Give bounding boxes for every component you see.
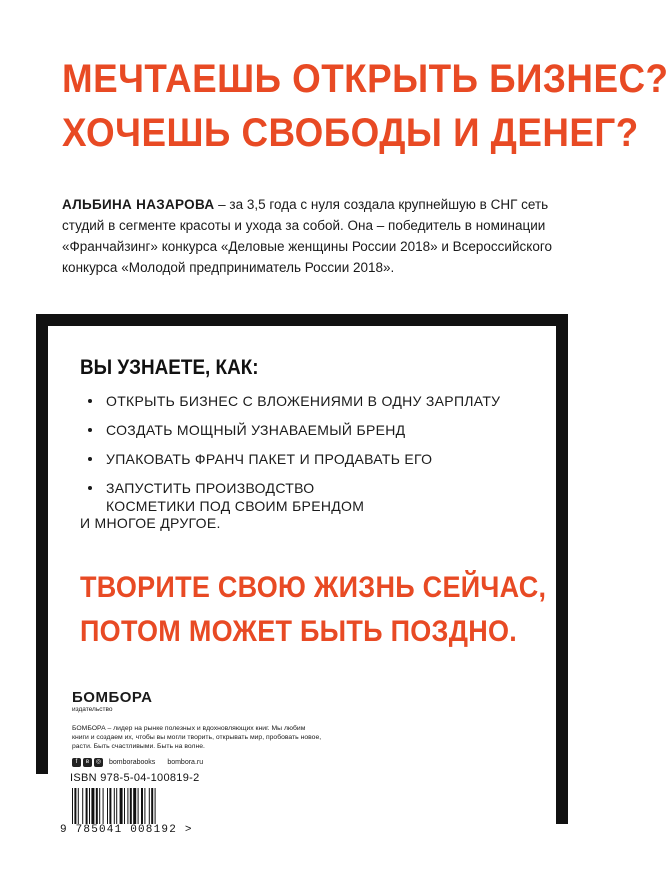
publisher-logo: БОМБОРА — [72, 689, 153, 706]
slogan-line-1: ТВОРИТЕ СВОЮ ЖИЗНЬ СЕЙЧАС, — [80, 571, 547, 604]
social-handle: bomborabooks — [109, 759, 156, 766]
website-link: bombora.ru — [167, 759, 204, 766]
author-bio — [62, 194, 557, 278]
isbn: ISBN 978-5-04-100819-2 — [70, 772, 200, 784]
list-item: СОЗДАТЬ МОЩНЫЙ УЗНАВАЕМЫЙ БРЕНД — [88, 421, 528, 439]
frame-edge-left — [36, 714, 48, 774]
publisher-block — [72, 690, 322, 767]
headline — [62, 52, 668, 160]
slogan-line-2: ПОТОМ МОЖЕТ БЫТЬ ПОЗДНО. — [80, 615, 518, 648]
publisher-subtitle: издательство — [72, 706, 113, 713]
frame-edge-right — [556, 714, 568, 824]
learn-title: ВЫ УЗНАЕТЕ, КАК: — [80, 356, 259, 379]
barcode-digits: 9 785041 008192 > — [60, 824, 193, 836]
vk-icon: в — [83, 758, 92, 767]
headline-line-2: ХОЧЕШЬ СВОБОДЫ И ДЕНЕГ? — [62, 111, 639, 155]
list-item: ОТКРЫТЬ БИЗНЕС С ВЛОЖЕНИЯМИ В ОДНУ ЗАРПЛАТУ — [88, 392, 528, 410]
publisher-description: БОМБОРА – лидер на рынке полезных и вдохновляющих книг. Мы любим книги и создаем их, чтобы вы могли творить, открывать мир, пробовать новое, расти. Быть счастливыми. Быть на волне. — [72, 725, 322, 750]
instagram-icon: ◎ — [95, 759, 102, 765]
barcode — [60, 786, 210, 842]
barcode-bars — [72, 788, 208, 824]
author-name: АЛЬБИНА НАЗАРОВА — [62, 197, 215, 212]
facebook-icon: f — [72, 758, 81, 767]
list-item: ЗАПУСТИТЬ ПРОИЗВОДСТВО КОСМЕТИКИ ПОД СВОИМ БРЕНДОМ — [88, 479, 406, 515]
learn-list — [88, 392, 528, 526]
publisher-social — [72, 758, 322, 767]
learn-more: И МНОГОЕ ДРУГОЕ. — [80, 515, 221, 531]
headline-line-1: МЕЧТАЕШЬ ОТКРЫТЬ БИЗНЕС? — [62, 57, 668, 101]
slogan — [80, 566, 546, 654]
author-bio-text: – за 3,5 года с нуля создала крупнейшую в СНГ сеть студий в сегменте красоты и ухода за собой. Она – победитель в номинации «Франчайзинг» конкурса «Деловые женщины России 2018» и Всероссийского конкурса «Молодой предприниматель России 2018». — [62, 197, 552, 275]
list-item: УПАКОВАТЬ ФРАНЧ ПАКЕТ И ПРОДАВАТЬ ЕГО — [88, 450, 528, 468]
